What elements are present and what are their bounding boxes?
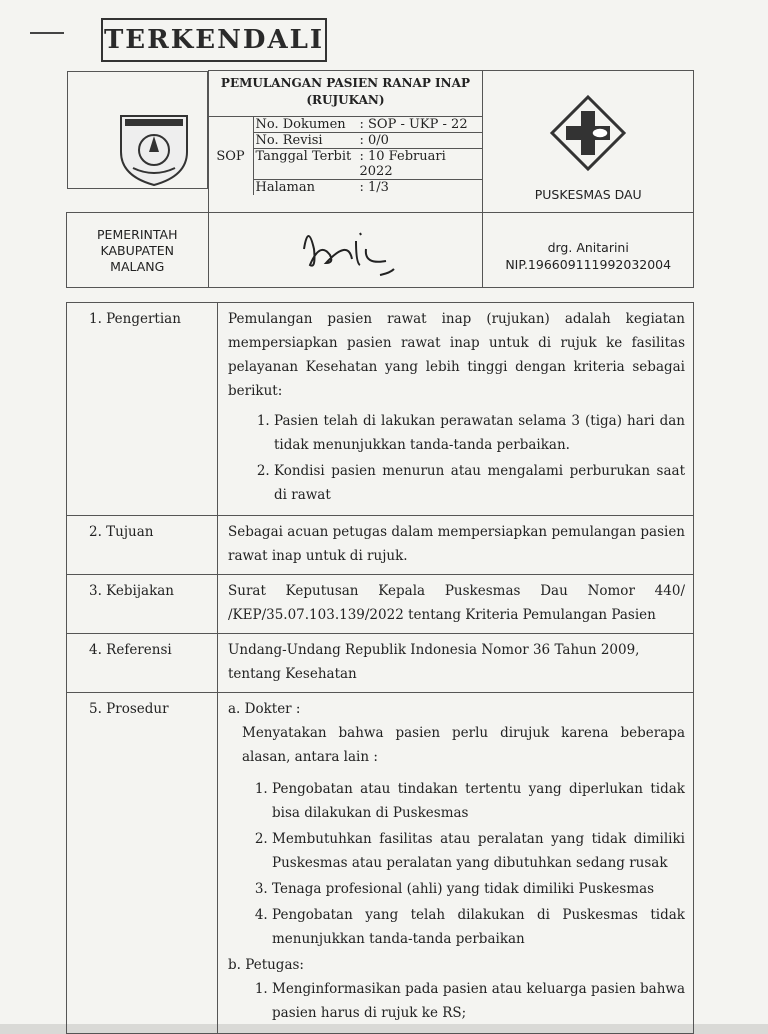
signature-cell — [208, 213, 483, 288]
table-row — [67, 303, 694, 516]
sop-header-table — [66, 70, 694, 288]
section-label: 1. Pengertian — [67, 303, 218, 516]
list-item: 2. Kondisi pasien menurun atau mengalami perburukan saat di rawat — [274, 459, 685, 507]
table-row — [67, 516, 694, 575]
list-item: 3. Tenaga profesional (ahli) yang tidak dimiliki Puskesmas — [272, 877, 685, 901]
gov-line: PEMERINTAH — [97, 227, 178, 242]
sop-body-table — [66, 302, 694, 1034]
meta-label: No. Dokumen — [254, 117, 358, 133]
table-row — [67, 693, 694, 1034]
section-label: 5. Prosedur — [67, 693, 218, 1034]
prosedur-a-heading: a. Dokter : — [228, 701, 301, 717]
org-name: PUSKESMAS DAU — [534, 187, 642, 202]
tujuan-text: Sebagai acuan petugas dalam mempersiapkan pemulangan pasien rawat inap untuk di rujuk. — [218, 516, 694, 575]
section-label: 2. Tujuan — [67, 516, 218, 575]
gov-line: KABUPATEN — [100, 243, 174, 258]
meta-value: : SOP - UKP - 22 — [358, 117, 482, 133]
prosedur-a-text: Menyatakan bahwa pasien perlu dirujuk karena beberapa alasan, antara lain : — [242, 725, 685, 765]
signer-nip: NIP.196609111992032004 — [505, 257, 672, 272]
sop-label: SOP — [209, 117, 254, 195]
section-content — [218, 303, 694, 516]
crest-cell — [67, 71, 208, 189]
pen-mark — [30, 32, 64, 34]
signer-cell — [483, 213, 694, 288]
kebijakan-text: Surat Keputusan Kepala Puskesmas Dau Nomor 440/ /KEP/35.07.103.139/2022 tentang Kriteria Pemulangan Pasien — [218, 575, 694, 634]
section-label: 4. Referensi — [67, 634, 218, 693]
meta-value: : 1/3 — [359, 180, 389, 195]
section-label: 3. Kebijakan — [67, 575, 218, 634]
controlled-stamp: TERKENDALI — [101, 18, 327, 62]
list-item: 1. Pengobatan atau tindakan tertentu yang diperlukan tidak bisa dilakukan di Puskesmas — [272, 777, 685, 825]
list-item: 2. Membutuhkan fasilitas atau peralatan yang tidak dimiliki Puskesmas atau peralatan yang dibutuhkan sedang rusak — [272, 827, 685, 875]
meta-label: Tanggal Terbit — [254, 149, 358, 180]
doc-meta — [254, 117, 482, 195]
prosedur-a-list — [228, 777, 685, 951]
pengertian-text: Pemulangan pasien rawat inap (rujukan) adalah kegiatan mempersiapkan pasien rawat inap untuk di rujuk ke fasilitas pelayanan Kesehatan yang lebih tinggi dengan kriteria sebagai berikut: — [228, 311, 685, 399]
table-row — [67, 634, 694, 693]
list-item: 1. Menginformasikan pada pasien atau keluarga pasien bahwa pasien harus di rujuk ke RS; — [272, 977, 685, 1025]
gov-line: MALANG — [110, 259, 165, 274]
table-row — [67, 575, 694, 634]
prosedur-b-list — [228, 977, 685, 1025]
meta-value: : 0/0 — [358, 133, 482, 149]
meta-label: Halaman — [255, 180, 315, 195]
signature-mark — [290, 219, 400, 281]
government-cell — [67, 213, 209, 288]
signer-name: drg. Anitarini — [547, 240, 629, 255]
puskesmas-logo-icon — [548, 93, 628, 173]
meta-label: No. Revisi — [254, 133, 358, 149]
org-cell — [483, 71, 694, 213]
title-cell — [208, 71, 483, 213]
section-content — [218, 693, 694, 1034]
regency-crest-icon — [117, 112, 191, 188]
list-item: 4. Pengobatan yang telah dilakukan di Puskesmas tidak menunjukkan tanda-tanda perbaikan — [272, 903, 685, 951]
pengertian-list — [228, 409, 685, 507]
list-item: 1. Pasien telah di lakukan perawatan selama 3 (tiga) hari dan tidak menunjukkan tanda-tanda perbaikan. — [274, 409, 685, 457]
meta-value: : 10 Februari 2022 — [358, 149, 482, 180]
prosedur-b-heading: b. Petugas: — [228, 957, 304, 973]
referensi-text: Undang-Undang Republik Indonesia Nomor 36 Tahun 2009, tentang Kesehatan — [218, 634, 694, 693]
doc-title-line2: (RUJUKAN) — [306, 93, 385, 107]
doc-title-line1: PEMULANGAN PASIEN RANAP INAP — [220, 76, 470, 90]
